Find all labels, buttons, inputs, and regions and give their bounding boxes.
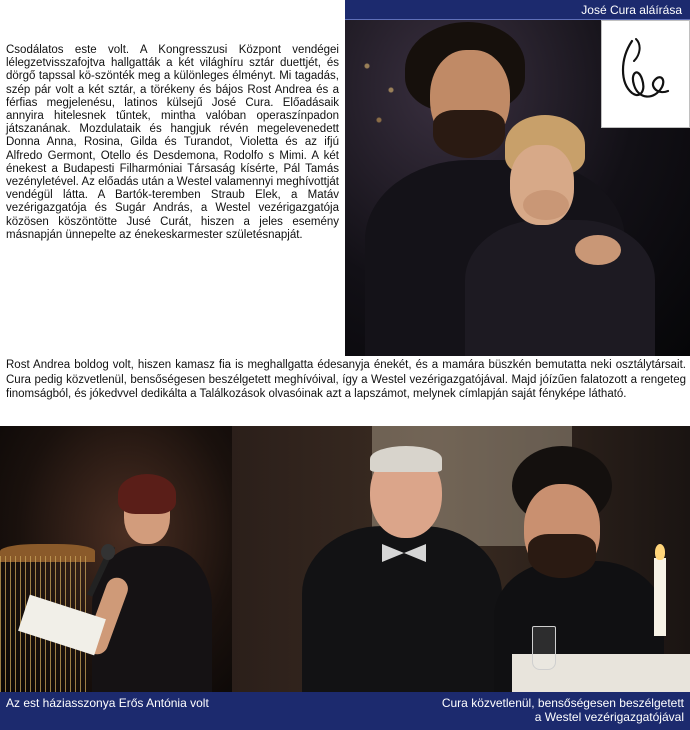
- caption-left: Az est háziasszonya Erős Antónia volt: [6, 696, 209, 710]
- top-blank-strip: [0, 0, 345, 20]
- main-photo-cura-and-rost: [345, 20, 690, 356]
- caption-right-line1: Cura közvetlenül, bensőségesen beszélgetett: [441, 696, 684, 710]
- photo-eros-antonia: [0, 426, 232, 692]
- article-middle-paragraph: Rost Andrea boldog volt, hiszen kamasz fia is meghallgatta édesanyja énekét, és a mamára büszkén bemutatta neki osztálytársait. Cura pedig közvetlenül, bensőségesen beszélgetett meghívóival, így a Westel vezérigazgatójával. Majd jóízűen falatozott a rengeteg finomságból, és jókedvvel dedikálta a Találkozások olvasóinak azt a lapszámot, melynek címlapján saját fényképe látható.: [6, 359, 686, 401]
- article-intro-paragraph: Csodálatos este volt. A Kongresszusi Központ vendégei lélegzetvisszafojtva hallgatták a két világhíru sztár duettjét, és dörgő tapssal kö-szönték meg a különleges élményt. Mi tagadás, szép pár volt a két sztár, a törékeny és bájos Rost Andrea és a férfias megjelenésu, latinos külsejű José Cura. Előadásaik annyira hitelesnek tűntek, mintha valóban operaszínpadon játszanának. Mozdulataik és hangjuk révén megelevenedett Donna Anna, Rosina, Gilda és Turandot, Violetta és az ifjú Alfredo Germont, Otello és Desdemona, Rodolfo s Mimi. A két énekest a Budapesti Filharmóniai Társaság kísérte, Pál Tamás vezényletével. Az előadás után a Westel valamennyi meghívottját vendégül látta. A Bartók-teremben Straub Elek, a Matáv vezérigazgatója és Sugár András, a Westel vezérigazgatója közösen köszöntötte Jusé Curát, hiszen a jeles esemény másnapján ünnepelte az énekeskarmester születésnapját.: [6, 44, 339, 241]
- signature-label: José Cura aláírása: [345, 0, 690, 20]
- photo-cura-and-westel-ceo: [232, 426, 690, 692]
- caption-right: [364, 696, 684, 724]
- signature-image: [601, 20, 690, 128]
- caption-right-line2: a Westel vezérigazgatójával: [534, 710, 684, 724]
